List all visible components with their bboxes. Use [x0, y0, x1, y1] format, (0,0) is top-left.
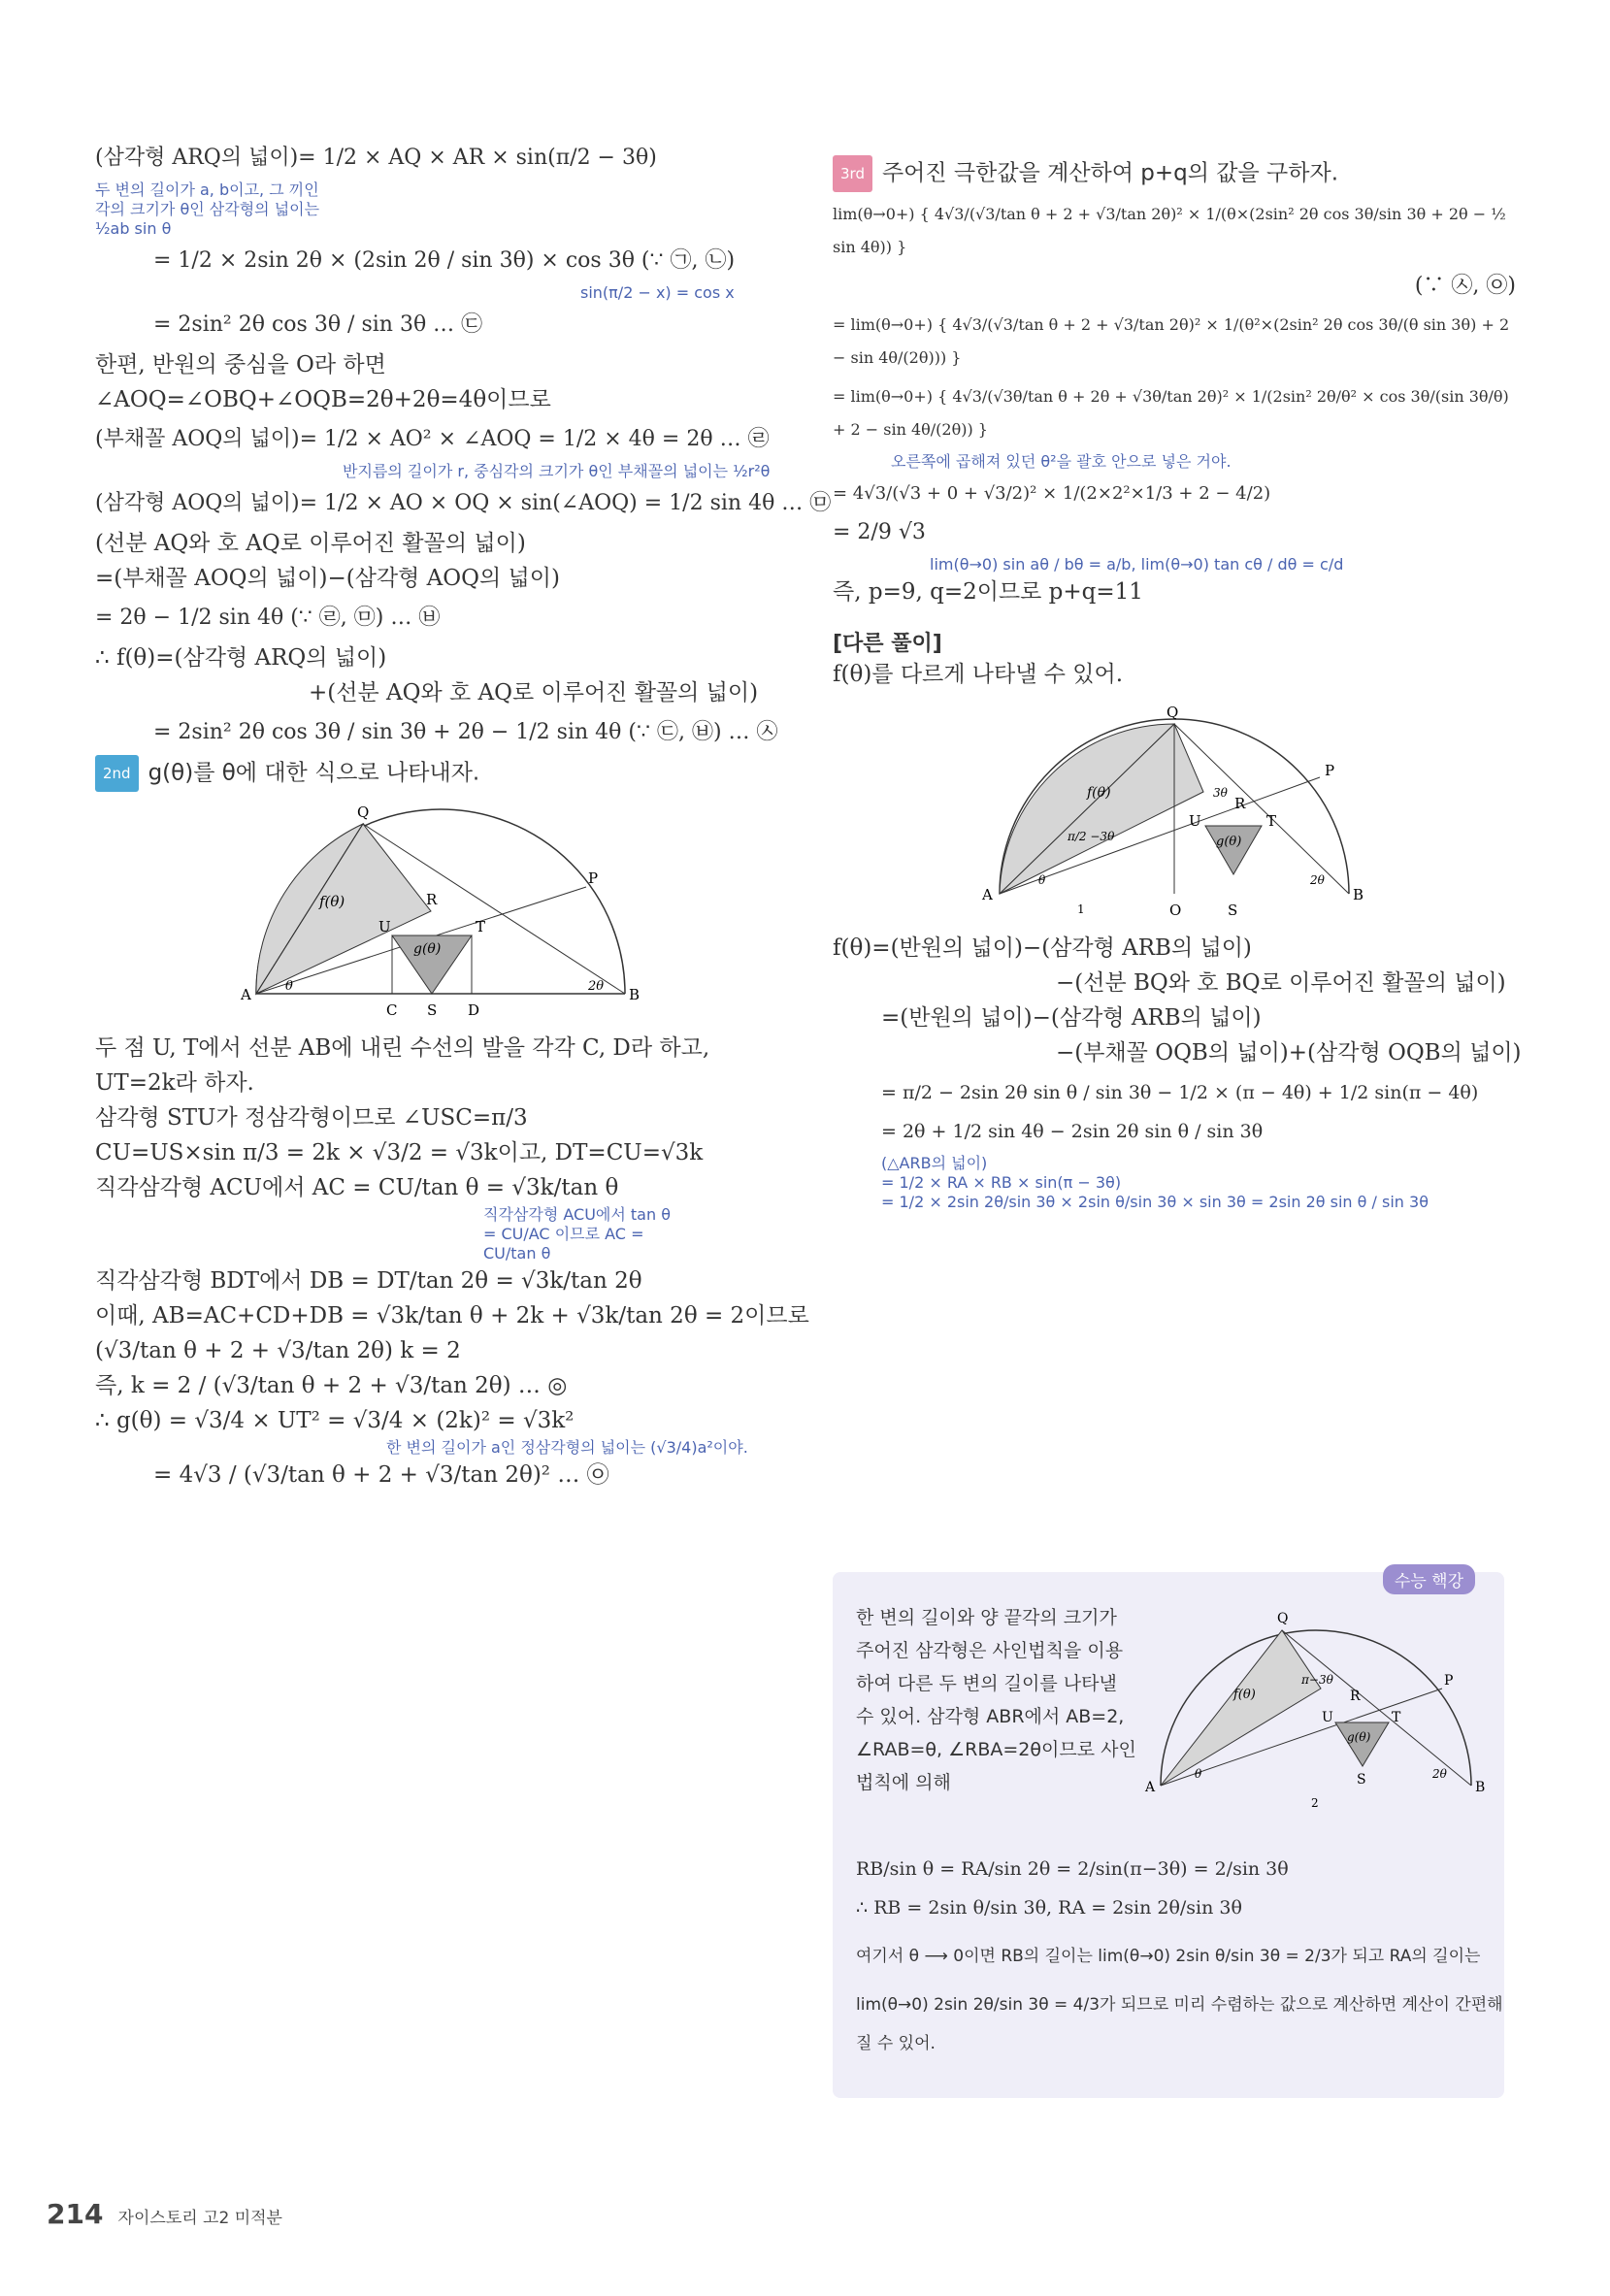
label-g: g(θ) [1216, 835, 1242, 849]
label-one: 1 [1077, 902, 1085, 916]
alt-eq-3: =(반원의 넓이)−(삼각형 ARB의 넓이) [881, 1005, 1262, 1031]
line-qb [1174, 724, 1349, 894]
tip-eq-2: ∴ RB = 2sin θ/sin 3θ, RA = 2sin 2θ/sin 3θ [856, 1897, 1242, 1919]
eq-limit-4: = 4√3/(√3 + 0 + √3/2)² × 1/(2×2²×1/3 + 2 − 4/2) [833, 483, 1271, 504]
book-title: 자이스토리 고2 미적분 [117, 2209, 282, 2228]
label-theta: θ [1195, 1767, 1202, 1781]
label-u: U [1189, 812, 1201, 830]
label-a: A [1145, 1780, 1156, 1795]
label-f: f(θ) [1087, 785, 1111, 801]
alt-eq-2: −(선분 BQ와 호 BQ로 이루어진 활꼴의 넓이) [1056, 970, 1506, 996]
text-k: 즉, k = 2 / (√3/tan θ + 2 + √3/tan 2θ) … ◎ [95, 1373, 568, 1398]
eq-limit-1: lim(θ→0+) { 4√3/(√3/tan θ + 2 + √3/tan 2θ)² × 1/(θ×(2sin² 2θ cos 3θ/sin 3θ + 2θ − ½ sin 4θ)) } [833, 205, 1506, 256]
eq-triangle-aoq: (삼각형 AOQ의 넓이)= 1/2 × AO × OQ × sin(∠AOQ) = 1/2 sin 4θ … ㉤ [95, 491, 832, 515]
note-arb-3: = 1/2 × 2sin 2θ/sin 3θ × 2sin θ/sin 3θ × sin 3θ = 2sin 2θ sin θ / sin 3θ [881, 1193, 1429, 1211]
label-p: P [588, 869, 599, 887]
label-angle: π/2 −3θ [1068, 830, 1115, 843]
step-2-tag: 2nd [95, 755, 139, 792]
eq-triangle-arq-result: = 2sin² 2θ cos 3θ / sin 3θ … ㉢ [153, 312, 483, 337]
note-sin-identity: sin(π/2 − x) = cos x [580, 283, 735, 302]
triangle-g [1335, 1722, 1389, 1766]
label-o: O [1169, 902, 1182, 919]
label-3theta: 3θ [1213, 786, 1228, 800]
note-acu: 직각삼각형 ACU에서 tan θ = CU/AC 이므로 AC = CU/tan θ [483, 1205, 672, 1263]
label-theta: θ [1038, 873, 1046, 887]
alt-heading: [다른 풀이] [833, 632, 942, 656]
label-b: B [1353, 886, 1364, 903]
note-arb-2: = 1/2 × RA × RB × sin(π − 3θ) [881, 1173, 1122, 1192]
label-r: R [426, 891, 438, 908]
step-2-text: g(θ)를 θ에 대한 식으로 나타내자. [148, 760, 480, 786]
eq-limit-3: = lim(θ→0+) { 4√3/(√3θ/tan θ + 2θ + √3θ/tan 2θ)² × 1/(2sin² 2θ/θ² × cos 3θ/(sin 3θ/θ) + 2 − sin 4θ/(2θ)) } [833, 387, 1509, 439]
text-g: ∴ g(θ) = √3/4 × UT² = √3/4 × (2k)² = √3k² [95, 1408, 575, 1433]
label-s: S [1228, 902, 1238, 919]
label-q: Q [357, 804, 370, 821]
figure-semicircle-1 [237, 800, 644, 1023]
text-acu: 직각삼각형 ACU에서 AC = CU/tan θ = √3k/tan θ [95, 1175, 619, 1200]
label-u: U [1322, 1710, 1333, 1725]
label-two: 2 [1311, 1796, 1319, 1810]
label-theta: θ [285, 979, 293, 994]
note-limits: lim(θ→0) sin aθ / bθ = a/b, lim(θ→0) tan cθ / dθ = c/d [930, 555, 1344, 574]
step-2 [95, 755, 786, 792]
text-bdt: 직각삼각형 BDT에서 DB = DT/tan 2θ = √3k/tan 2θ [95, 1268, 642, 1294]
eq-segment-result: = 2θ − 1/2 sin 4θ (∵ ㉣, ㉤) … ㉥ [95, 606, 441, 630]
page-number: 214 [47, 2198, 104, 2230]
text-g-result: = 4√3 / (√3/tan θ + 2 + √3/tan 2θ)² … ㉧ [153, 1462, 609, 1488]
figure-semicircle-3 [1141, 1591, 1491, 1815]
text-equilateral: 삼각형 STU가 정삼각형이므로 ∠USC=π/3 [95, 1105, 528, 1131]
label-angle: π−3θ [1301, 1673, 1333, 1687]
label-u: U [378, 918, 391, 935]
triangle-g [1205, 826, 1262, 874]
label-p: P [1444, 1673, 1454, 1689]
eq-limit-2: = lim(θ→0+) { 4√3/(√3/tan θ + 2 + √3/tan 2θ)² × 1/(θ²×(2sin² 2θ cos 3θ/(θ sin 3θ) + 2 − sin 4θ/(2θ))) } [833, 315, 1510, 367]
label-t: T [1392, 1710, 1401, 1725]
tip-eq-3: 여기서 θ ⟶ 0이면 RB의 길이는 lim(θ→0) 2sin θ/sin 3θ = 2/3가 되고 RA의 길이는 [856, 1947, 1481, 1966]
label-q: Q [1277, 1611, 1289, 1626]
tip-eq-1: RB/sin θ = RA/sin 2θ = 2/sin(π−3θ) = 2/sin 3θ [856, 1858, 1289, 1880]
label-s: S [427, 1001, 438, 1019]
label-s: S [1357, 1772, 1366, 1788]
label-g: g(θ) [1347, 1730, 1371, 1744]
text-ut: UT=2k라 하자. [95, 1070, 254, 1096]
figure-semicircle-2 [980, 700, 1368, 923]
label-g: g(θ) [413, 941, 442, 957]
note-sector-area: 반지름의 길이가 r, 중심각의 크기가 θ인 부채꼴의 넓이는 ½r²θ [343, 462, 771, 480]
region-f [1161, 1630, 1321, 1786]
step-3 [833, 155, 1516, 192]
label-r: R [1350, 1689, 1361, 1704]
label-2theta: 2θ [1432, 1767, 1447, 1781]
label-q: Q [1166, 704, 1179, 721]
text-answer: 즉, p=9, q=2이므로 p+q=11 [833, 579, 1143, 605]
text-center-o: 한편, 반원의 중심을 O라 하면 [95, 352, 386, 377]
label-2theta: 2θ [588, 979, 605, 994]
eq-triangle-arq-sub: = 1/2 × 2sin 2θ × (2sin 2θ / sin 3θ) × cos 3θ (∵ ㉠, ㉡) [153, 248, 736, 273]
label-p: P [1325, 762, 1335, 779]
label-r: R [1234, 795, 1246, 812]
label-2theta: 2θ [1310, 873, 1325, 887]
tip-eq-5: 질 수 있어. [856, 2034, 936, 2053]
note-triangle-area: 두 변의 길이가 a, b이고, 그 끼인각의 크기가 θ인 삼각형의 넓이는 ½ab sin θ [95, 180, 320, 238]
label-a: A [982, 886, 993, 903]
alt-eq-4: −(부채꼴 OQB의 넓이)+(삼각형 OQB의 넓이) [1056, 1040, 1522, 1066]
eq-limit-5: = 2/9 √3 [833, 520, 926, 544]
text-f-def: ∴ f(θ)=(삼각형 ARQ의 넓이) [95, 645, 387, 671]
page-footer [47, 2198, 282, 2230]
text-ab-sum: 이때, AB=AC+CD+DB = √3k/tan θ + 2k + √3k/tan 2θ = 2이므로 [95, 1303, 809, 1328]
label-c: C [386, 1001, 398, 1019]
left-column [95, 136, 832, 1492]
step-3-text: 주어진 극한값을 계산하여 p+q의 값을 구하자. [881, 160, 1339, 186]
alt-eq-1: f(θ)=(반원의 넓이)−(삼각형 ARB의 넓이) [833, 935, 1252, 961]
label-t: T [476, 918, 486, 935]
label-f: f(θ) [319, 893, 345, 910]
line-qb [1282, 1630, 1471, 1786]
tip-box-text: 한 변의 길이와 양 끝각의 크기가 주어진 삼각형은 사인법칙을 이용하여 다른 두 변의 길이를 나타낼 수 있어. 삼각형 ABR에서 AB=2, ∠RAB=θ, ∠RBA=2θ이므로 사인법칙에 의해 [856, 1607, 1136, 1793]
tip-box [833, 1572, 1504, 2098]
alt-eq-5: = π/2 − 2sin 2θ sin θ / sin 3θ − 1/2 × (π − 4θ) + 1/2 sin(π − 4θ) [881, 1082, 1479, 1103]
tip-eq-4: lim(θ→0) 2sin 2θ/sin 3θ = 4/3가 되므로 미리 수렴하는 값으로 계산하면 계산이 간편해 [856, 1995, 1503, 2015]
eq-sector-aoq: (부채꼴 AOQ의 넓이)= 1/2 × AO² × ∠AOQ = 1/2 × 4θ = 2θ … ㉣ [95, 427, 770, 451]
text-cu: CU=US×sin π/3 = 2k × √3/2 = √3k이고, DT=CU=√3k [95, 1140, 704, 1165]
label-t: T [1266, 812, 1277, 830]
label-d: D [468, 1001, 480, 1019]
eq-f-result: = 2sin² 2θ cos 3θ / sin 3θ + 2θ − 1/2 sin 4θ (∵ ㉢, ㉥) … ㉦ [153, 720, 778, 744]
label-a: A [241, 986, 251, 1003]
tip-box-tag: 수능 핵강 [1383, 1564, 1475, 1594]
alt-eq-6: = 2θ + 1/2 sin 4θ − 2sin 2θ sin θ / sin 3θ [881, 1121, 1264, 1142]
alt-intro: f(θ)를 다르게 나타낼 수 있어. [833, 662, 1124, 687]
right-column [833, 155, 1522, 1212]
eq-triangle-arq: (삼각형 ARQ의 넓이)= 1/2 × AQ × AR × sin(π/2 − 3θ) [95, 146, 657, 170]
eq-limit-1-reason: (∵ ㉦, ㉧) [1414, 274, 1516, 298]
note-theta-sq: 오른쪽에 곱해져 있던 θ²을 괄호 안으로 넣은 거야. [891, 452, 1232, 471]
step-3-tag: 3rd [833, 155, 872, 192]
label-f: f(θ) [1233, 1688, 1256, 1702]
text-segment-area: (선분 AQ와 호 AQ로 이루어진 활꼴의 넓이) [95, 531, 526, 556]
semicircle-arc [1161, 1630, 1471, 1786]
text-f-def-2: +(선분 AQ와 호 AQ로 이루어진 활꼴의 넓이) [309, 680, 759, 705]
text-angle-aoq: ∠AOQ=∠OBQ+∠OQB=2θ+2θ=4θ이므로 [95, 387, 551, 412]
label-b: B [629, 986, 641, 1003]
label-b: B [1475, 1780, 1486, 1795]
text-feet: 두 점 U, T에서 선분 AB에 내린 수선의 발을 각각 C, D라 하고, [95, 1035, 710, 1061]
note-equilateral-area: 한 변의 길이가 a인 정삼각형의 넓이는 (√3/4)a²이야. [386, 1438, 748, 1457]
text-segment-diff: =(부채꼴 AOQ의 넓이)−(삼각형 AOQ의 넓이) [95, 566, 560, 591]
text-k-eq: (√3/tan θ + 2 + √3/tan 2θ) k = 2 [95, 1338, 461, 1363]
note-arb-1: (△ARB의 넓이) [881, 1154, 988, 1172]
